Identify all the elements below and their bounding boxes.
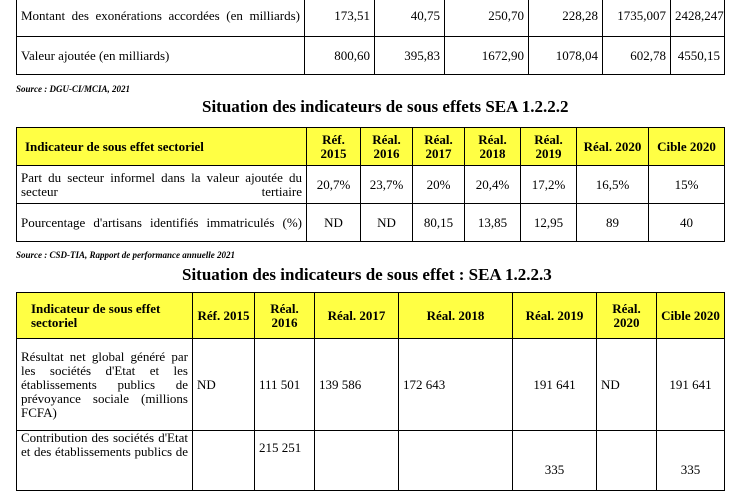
table-sea-1223 bbox=[16, 292, 725, 491]
cell bbox=[193, 431, 255, 491]
source-note: Source : DGU-CI/MCIA, 2021 bbox=[16, 84, 131, 94]
row-label: Montant des exonérations accordées (en milliards) bbox=[17, 0, 305, 37]
cell: 800,60 bbox=[305, 37, 375, 75]
cell bbox=[597, 431, 657, 491]
section-title: Situation des indicateurs de sous effets SEA 1.2.2.2 bbox=[202, 97, 569, 116]
cell: 111 501 bbox=[255, 339, 315, 431]
row-label: Part du secteur informel dans la valeur ajoutée du secteur tertiaire bbox=[17, 166, 307, 204]
cell: 228,28 bbox=[529, 0, 603, 37]
cell: 13,85 bbox=[465, 204, 521, 242]
cell: 1735,007 bbox=[603, 0, 671, 37]
cell: 395,83 bbox=[375, 37, 445, 75]
cell: 40,75 bbox=[375, 0, 445, 37]
column-header: Réal. 2018 bbox=[399, 293, 513, 339]
cell: 89 bbox=[577, 204, 649, 242]
cell: 20% bbox=[413, 166, 465, 204]
column-header: Réal. 2020 bbox=[597, 293, 657, 339]
source-note: Source : CSD-TIA, Rapport de performance annuelle 2021 bbox=[16, 250, 236, 260]
column-header: Réal. 2016 bbox=[255, 293, 315, 339]
header-label: Indicateur de sous effet sectoriel bbox=[17, 293, 193, 339]
table-row bbox=[17, 431, 725, 491]
column-header: Réf. 2015 bbox=[193, 293, 255, 339]
cell: 16,5% bbox=[577, 166, 649, 204]
cell: 335 bbox=[657, 431, 725, 491]
cell: 4550,15 bbox=[671, 37, 725, 75]
table-row bbox=[17, 37, 725, 75]
section-title: Situation des indicateurs de sous effet : SEA 1.2.2.3 bbox=[182, 265, 552, 284]
cell: 191 641 bbox=[513, 339, 597, 431]
column-header: Réal. 2017 bbox=[413, 128, 465, 166]
column-header: Réf. 2015 bbox=[307, 128, 361, 166]
cell: 191 641 bbox=[657, 339, 725, 431]
column-header: Cible 2020 bbox=[657, 293, 725, 339]
row-label: Pourcentage d'artisans identifiés immatriculés (%) bbox=[17, 204, 307, 242]
table-row bbox=[17, 166, 725, 204]
cell: 602,78 bbox=[603, 37, 671, 75]
table-row bbox=[17, 0, 725, 37]
cell: 23,7% bbox=[361, 166, 413, 204]
cell: 2428,247 bbox=[671, 0, 725, 37]
cell: ND bbox=[361, 204, 413, 242]
row-label: Valeur ajoutée (en milliards) bbox=[17, 37, 305, 75]
cell: 12,95 bbox=[521, 204, 577, 242]
table-row bbox=[17, 339, 725, 431]
column-header: Cible 2020 bbox=[649, 128, 725, 166]
header-label: Indicateur de sous effet sectoriel bbox=[17, 128, 307, 166]
table-sea-1222 bbox=[16, 127, 725, 242]
cell: ND bbox=[597, 339, 657, 431]
cell: 20,4% bbox=[465, 166, 521, 204]
cell: 250,70 bbox=[445, 0, 529, 37]
table-header bbox=[17, 293, 725, 339]
cell: 172 643 bbox=[399, 339, 513, 431]
table-exonerations bbox=[16, 0, 725, 75]
column-header: Réal. 2016 bbox=[361, 128, 413, 166]
cell: 20,7% bbox=[307, 166, 361, 204]
cell: 139 586 bbox=[315, 339, 399, 431]
cell: 80,15 bbox=[413, 204, 465, 242]
cell: ND bbox=[307, 204, 361, 242]
cell: 335 bbox=[513, 431, 597, 491]
cell bbox=[315, 431, 399, 491]
column-header: Réal. 2017 bbox=[315, 293, 399, 339]
cell: 1672,90 bbox=[445, 37, 529, 75]
cell: 17,2% bbox=[521, 166, 577, 204]
column-header: Réal. 2020 bbox=[577, 128, 649, 166]
column-header: Réal. 2019 bbox=[521, 128, 577, 166]
row-label: Contribution des sociétés d'Etat et des établissements publics de bbox=[17, 431, 193, 491]
cell: 15% bbox=[649, 166, 725, 204]
column-header: Réal. 2019 bbox=[513, 293, 597, 339]
row-label: Résultat net global généré par les sociétés d'Etat et les établissements publics de prévoyance sociale (millions FCFA) bbox=[17, 339, 193, 431]
cell: 215 251 bbox=[255, 431, 315, 491]
cell: ND bbox=[193, 339, 255, 431]
cell bbox=[399, 431, 513, 491]
cell: 173,51 bbox=[305, 0, 375, 37]
table-header bbox=[17, 128, 725, 166]
cell: 1078,04 bbox=[529, 37, 603, 75]
table-row bbox=[17, 204, 725, 242]
cell: 40 bbox=[649, 204, 725, 242]
column-header: Réal. 2018 bbox=[465, 128, 521, 166]
